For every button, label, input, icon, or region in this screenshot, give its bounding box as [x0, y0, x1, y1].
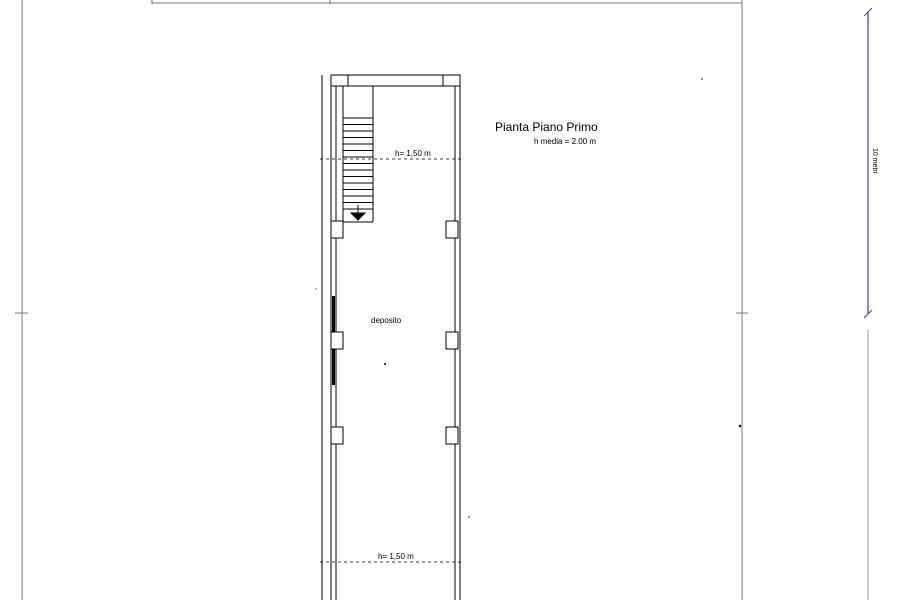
stair-direction-arrow: [351, 213, 365, 220]
scale-bar-label: 10 metri: [871, 148, 878, 174]
staircase: [343, 86, 373, 222]
pillar: [331, 221, 343, 238]
pillar: [331, 332, 343, 349]
height-note-bottom: h= 1,50 m: [378, 552, 414, 561]
scale-bar: [864, 8, 878, 600]
pillar: [446, 332, 458, 349]
plan-subtitle: h media = 2.00 m: [534, 137, 597, 146]
height-lines: [320, 159, 462, 562]
pillar: [446, 221, 458, 238]
pillar: [331, 427, 343, 444]
pillars: [331, 221, 458, 444]
plan-title: Pianta Piano Primo: [495, 120, 598, 134]
room-label: deposito: [371, 316, 402, 325]
height-note-top: h= 1,50 m: [395, 149, 431, 158]
pillar: [446, 427, 458, 444]
drawing-marks: [315, 78, 741, 518]
sheet-frame: [15, 0, 748, 600]
